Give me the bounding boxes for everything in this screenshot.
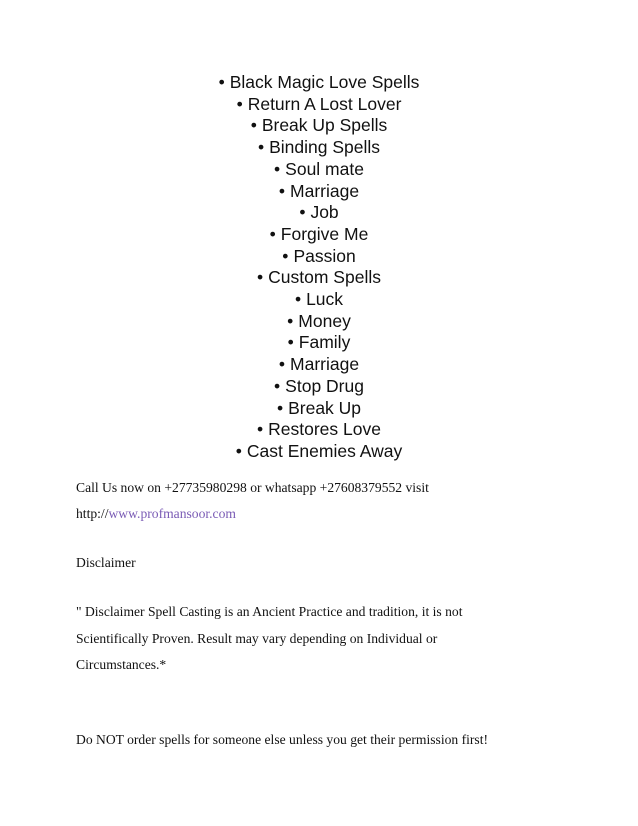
- spell-list-item-label: Marriage: [290, 354, 360, 375]
- permission-warning-text: Do NOT order spells for someone else unless you get their permission first!: [76, 732, 489, 747]
- bullet-icon: •: [218, 72, 225, 92]
- disclaimer-heading: [76, 555, 596, 571]
- disclaimer-text-3: Circumstances.*: [76, 657, 167, 672]
- spell-list-item-label: Soul mate: [285, 158, 364, 179]
- website-prefix: http://: [76, 506, 109, 521]
- spell-list-item: [0, 398, 638, 420]
- bullet-icon: •: [269, 223, 276, 244]
- spell-list-item-label: Job: [310, 202, 339, 223]
- bullet-icon: •: [299, 202, 306, 223]
- spell-list-item: [0, 224, 638, 246]
- spell-list-item-label: Forgive Me: [280, 223, 369, 244]
- bullet-icon: •: [274, 158, 281, 179]
- spell-list-item: [0, 246, 638, 268]
- spell-list-item: [0, 376, 638, 398]
- spell-list-item-label: Restores Love: [268, 419, 381, 440]
- bullet-icon: •: [236, 93, 243, 114]
- spell-list-item: [0, 115, 638, 137]
- spell-list-item: [0, 289, 638, 311]
- spell-list-item: [0, 202, 638, 224]
- spell-list-item: [0, 311, 638, 333]
- contact-text: Call Us now on +27735980298 or whatsapp +27608379552 visit: [76, 480, 429, 495]
- spell-list-item: [0, 441, 638, 463]
- bullet-icon: •: [257, 137, 265, 158]
- bullet-icon: •: [278, 180, 286, 201]
- spell-list-item-label: Stop Drug: [285, 375, 364, 396]
- spell-list-item-label: Break Up Spells: [261, 115, 388, 136]
- bullet-icon: •: [274, 375, 281, 396]
- spell-list-item: [0, 72, 638, 94]
- spell-list-item-label: Luck: [306, 289, 344, 310]
- spell-list-item: [0, 354, 638, 376]
- spell-list-item: [0, 419, 638, 441]
- bullet-icon: •: [276, 397, 284, 418]
- spell-list-item: [0, 181, 638, 203]
- spell-list-item: [0, 94, 638, 116]
- website-line: [76, 506, 596, 522]
- bullet-icon: •: [257, 419, 264, 440]
- spell-list-item-label: Break Up: [288, 397, 362, 418]
- disclaimer-text-2: Scientifically Proven. Result may vary depending on Individual or: [76, 631, 438, 646]
- bullet-icon: •: [287, 310, 294, 331]
- bullet-icon: •: [294, 289, 302, 310]
- disclaimer-text-1: " Disclaimer Spell Casting is an Ancient Practice and tradition, it is not: [76, 604, 463, 619]
- spell-list-item: [0, 332, 638, 354]
- spell-list-item: [0, 267, 638, 289]
- spell-list-item: [0, 137, 638, 159]
- spell-list-item-label: Custom Spells: [268, 267, 381, 288]
- disclaimer-line-3: [76, 657, 596, 673]
- spell-list-item-label: Family: [298, 332, 351, 353]
- bullet-icon: •: [282, 245, 289, 266]
- spell-list-item: [0, 159, 638, 181]
- spell-list-item-label: Money: [298, 310, 351, 331]
- contact-line: [76, 480, 596, 496]
- bullet-icon: •: [287, 332, 294, 353]
- spell-list-item-label: Passion: [293, 245, 356, 266]
- disclaimer-heading-text: Disclaimer: [76, 555, 136, 570]
- spell-list-item-label: Binding Spells: [269, 137, 381, 158]
- bullet-icon: •: [257, 267, 264, 288]
- spell-list-item-label: Return A Lost Lover: [247, 93, 402, 114]
- disclaimer-line-2: [76, 631, 596, 647]
- bullet-icon: •: [235, 440, 242, 461]
- bullet-icon: •: [278, 354, 286, 375]
- bullet-icon: •: [250, 115, 257, 136]
- spell-list-item-label: Black Magic Love Spells: [229, 72, 420, 92]
- website-link[interactable]: www.profmansoor.com: [108, 506, 236, 521]
- disclaimer-line-1: [76, 604, 596, 620]
- permission-warning: [76, 732, 596, 748]
- spell-list-item-label: Marriage: [290, 180, 360, 201]
- spell-list-item-label: Cast Enemies Away: [246, 440, 403, 461]
- spell-list: [0, 72, 638, 463]
